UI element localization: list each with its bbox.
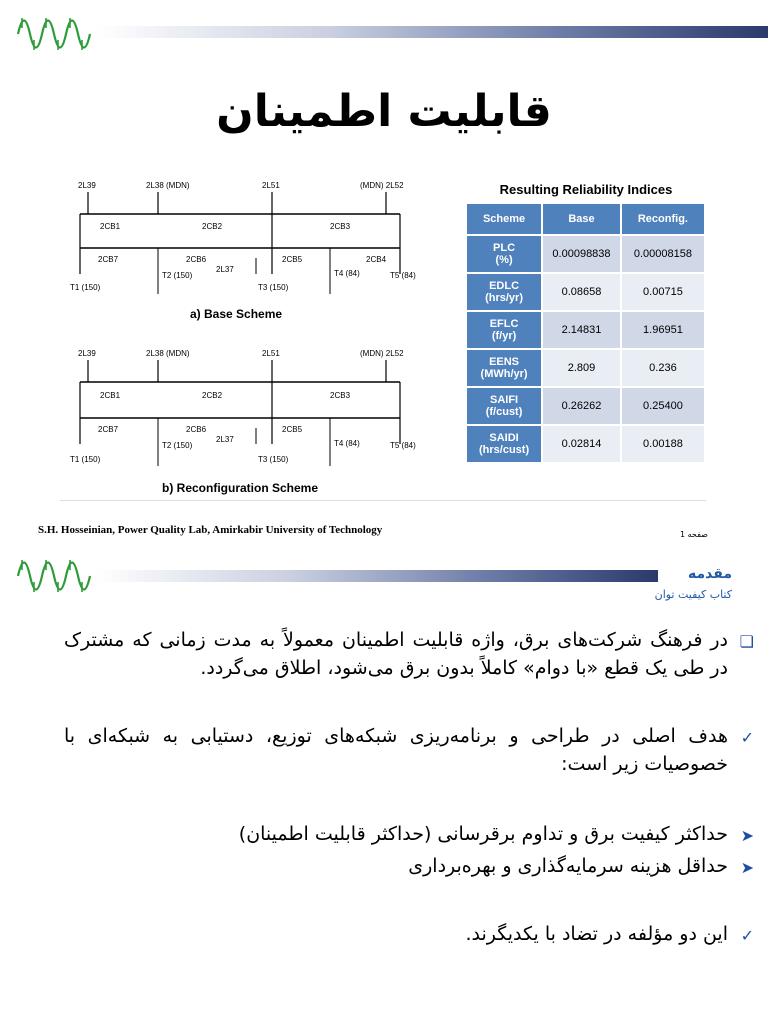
list-item: ✓ این دو مؤلفه در تضاد با یکدیگرند. (465, 920, 728, 948)
breaker-label: 2CB3 (330, 222, 351, 231)
reliability-figure (60, 174, 706, 501)
header-gradient-bar (96, 26, 768, 38)
reliability-table-title: Resulting Reliability Indices (499, 182, 673, 197)
col-header: Base (542, 203, 621, 235)
diagram-b (70, 349, 416, 495)
top-label: (MDN) 2L52 (360, 181, 404, 190)
breaker-label: 2CB6 (186, 255, 207, 264)
transformer-label: T5 (84) (390, 271, 416, 280)
breaker-label: 2CB6 (186, 425, 207, 434)
transformer-label: T1 (150) (70, 455, 101, 464)
transformer-label: T3 (150) (258, 455, 289, 464)
col-header: Reconfig. (621, 203, 705, 235)
breaker-label: 2CB3 (330, 391, 351, 400)
transformer-label: T1 (150) (70, 283, 101, 292)
table-row: SAIDI (hrs/cust) 0.02814 0.00188 (466, 425, 705, 463)
page-number: صفحه 1 (680, 530, 708, 539)
list-item: ✓ هدف اصلی در طراحی و برنامه‌ریزی شبکه‌های توزیع، دستیابی به شبکه‌ای با خصوصیات زیر است: (64, 725, 754, 775)
breaker-label: 2CB2 (202, 222, 223, 231)
network-diagram (60, 174, 460, 500)
checkmark-icon: ✓ (740, 926, 754, 945)
breaker-label: 2CB2 (202, 391, 223, 400)
top-label: (MDN) 2L52 (360, 349, 404, 358)
square-bullet-icon: ❏ (739, 632, 754, 651)
arrow-bullet-icon: ➤ (740, 826, 754, 845)
breaker-label: 2CB1 (100, 222, 121, 231)
table-row: EENS (MWh/yr) 2.809 0.236 (466, 349, 705, 387)
breaker-label: 2CB5 (282, 255, 303, 264)
transformer-label: T4 (84) (334, 269, 360, 278)
sine-wave-logo-icon (16, 554, 96, 598)
top-label: 2L38 (MDN) (146, 349, 190, 358)
arrow-bullet-icon: ➤ (740, 858, 754, 877)
sine-wave-logo-icon (16, 12, 96, 56)
transformer-label: T5 (84) (390, 441, 416, 450)
breaker-label: 2CB7 (98, 425, 119, 434)
top-label: 2L38 (MDN) (146, 181, 190, 190)
checkmark-icon: ✓ (740, 728, 754, 747)
caption-b: b) Reconfiguration Scheme (162, 481, 319, 495)
list-item: ➤ حداکثر کیفیت برق و تداوم برقرسانی (حداکثر قابلیت اطمینان) (239, 820, 728, 848)
table-row: EFLC (f/yr) 2.14831 1.96951 (466, 311, 705, 349)
top-label: 2L51 (262, 349, 280, 358)
slide-title: قابلیت اطمینان (216, 86, 552, 137)
list-item: ❏ در فرهنگ شرکت‌های برق، واژه قابلیت اطمینان معمولاً به مدت زمانی که مشترک در طی یک قطع «با دوام» کاملاً بدون برق می‌شود، اطلاق می‌گردد. (64, 629, 754, 679)
top-label: 2L51 (262, 181, 280, 190)
section-subtitle: کتاب کیفیت توان (654, 588, 732, 601)
transformer-label: T2 (150) (162, 441, 193, 450)
breaker-label: 2CB7 (98, 255, 119, 264)
table-row: PLC (%) 0.00098838 0.00008158 (466, 235, 705, 273)
transformer-label: 2L37 (216, 435, 234, 444)
footer-credit: S.H. Hosseinian, Power Quality Lab, Amirkabir University of Technology (38, 524, 383, 536)
transformer-label: T4 (84) (334, 439, 360, 448)
header-gradient-bar (96, 570, 658, 582)
table-row: EDLC (hrs/yr) 0.08658 0.00715 (466, 273, 705, 311)
transformer-label: 2L37 (216, 265, 234, 274)
diagram-a (70, 181, 416, 321)
table-row: SAIFI (f/cust) 0.26262 0.25400 (466, 387, 705, 425)
top-label: 2L39 (78, 181, 96, 190)
section-title: مقدمه (688, 566, 732, 582)
breaker-label: 2CB4 (366, 255, 387, 264)
breaker-label: 2CB5 (282, 425, 303, 434)
transformer-label: T3 (150) (258, 283, 289, 292)
list-item: ➤ حداقل هزینه سرمایه‌گذاری و بهره‌برداری (408, 852, 728, 880)
transformer-label: T2 (150) (162, 271, 193, 280)
breaker-label: 2CB1 (100, 391, 121, 400)
caption-a: a) Base Scheme (190, 307, 283, 321)
col-header: Scheme (466, 203, 542, 235)
reliability-table (465, 202, 706, 464)
top-label: 2L39 (78, 349, 96, 358)
